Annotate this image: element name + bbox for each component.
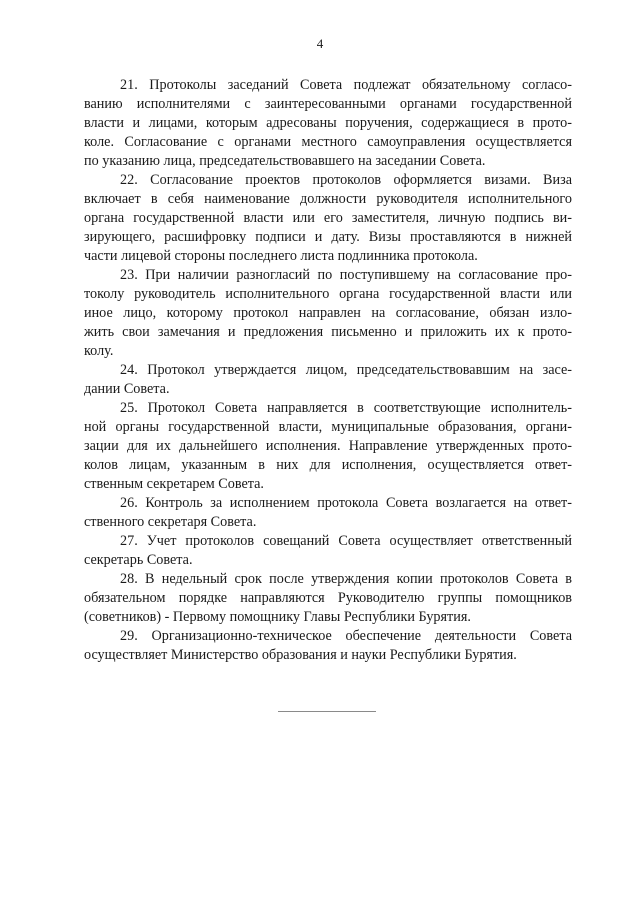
paragraph-28 xyxy=(84,570,572,627)
text-line: органа государственной власти или его заместителя, личную подпись ви- xyxy=(84,210,572,226)
text-line: иное лицо, которому протокол направлен на согласование, обязан изло- xyxy=(84,305,572,321)
paragraph-24 xyxy=(84,361,572,399)
text-line: секретарь Совета. xyxy=(84,552,193,568)
text-line: ственного секретаря Совета. xyxy=(84,514,257,530)
end-divider-line xyxy=(278,711,376,712)
page-number: 4 xyxy=(316,36,324,51)
paragraph-22 xyxy=(84,171,572,266)
text-line: колу. xyxy=(84,343,114,359)
text-line: 24. Протокол утверждается лицом, председательствовавшим на засе- xyxy=(120,362,572,378)
paragraph-29 xyxy=(84,627,572,665)
text-line: ственным секретарем Совета. xyxy=(84,476,264,492)
text-line: 21. Протоколы заседаний Совета подлежат обязательному согласо- xyxy=(120,77,572,93)
text-line: ной органы государственной власти, муниципальные образования, органи- xyxy=(84,419,572,435)
text-line: 26. Контроль за исполнением протокола Совета возлагается на ответ- xyxy=(120,495,572,511)
text-line: токолу руководитель исполнительного органа государственной власти или xyxy=(84,286,572,302)
text-line: коле. Согласование с органами местного самоуправления осуществляется xyxy=(84,134,572,150)
paragraph-27 xyxy=(84,532,572,570)
paragraph-25 xyxy=(84,399,572,494)
text-line: обязательном порядке направляются Руководителю группы помощников xyxy=(84,590,572,606)
text-line: колов лицам, указанным в них для исполнения, осуществляется ответ- xyxy=(84,457,572,473)
text-line: 22. Согласование проектов протоколов оформляется визами. Виза xyxy=(120,172,572,188)
text-line: 27. Учет протоколов совещаний Совета осуществляет ответственный xyxy=(120,533,572,549)
text-line: (советников) - Первому помощнику Главы Республики Бурятия. xyxy=(84,609,471,625)
text-line: 25. Протокол Совета направляется в соответствующие исполнитель- xyxy=(120,400,572,416)
paragraph-26 xyxy=(84,494,572,532)
text-line: 29. Организационно-техническое обеспечение деятельности Совета xyxy=(120,628,572,644)
document-body xyxy=(84,76,572,665)
text-line: 23. При наличии разногласий по поступившему на согласование про- xyxy=(120,267,572,283)
paragraph-23 xyxy=(84,266,572,361)
text-line: ванию исполнителями с заинтересованными органами государственной xyxy=(84,96,572,112)
text-line: зирующего, расшифровку подписи и дату. Визы проставляются в нижней xyxy=(84,229,572,245)
text-line: жить свои замечания и предложения письменно и приложить их к прото- xyxy=(84,324,572,340)
text-line: власти и лицами, которым адресованы поручения, содержащиеся в прото- xyxy=(84,115,572,131)
paragraph-21 xyxy=(84,76,572,171)
text-line: 28. В недельный срок после утверждения копии протоколов Совета в xyxy=(120,571,572,587)
text-line: включает в себя наименование должности руководителя исполнительного xyxy=(84,191,572,207)
text-line: зации для их дальнейшего исполнения. Направление утвержденных прото- xyxy=(84,438,572,454)
text-line: по указанию лица, председательствовавшего на заседании Совета. xyxy=(84,153,486,169)
text-line: дании Совета. xyxy=(84,381,170,397)
text-line: осуществляет Министерство образования и науки Республики Бурятия. xyxy=(84,647,517,663)
text-line: части лицевой стороны последнего листа подлинника протокола. xyxy=(84,248,478,264)
